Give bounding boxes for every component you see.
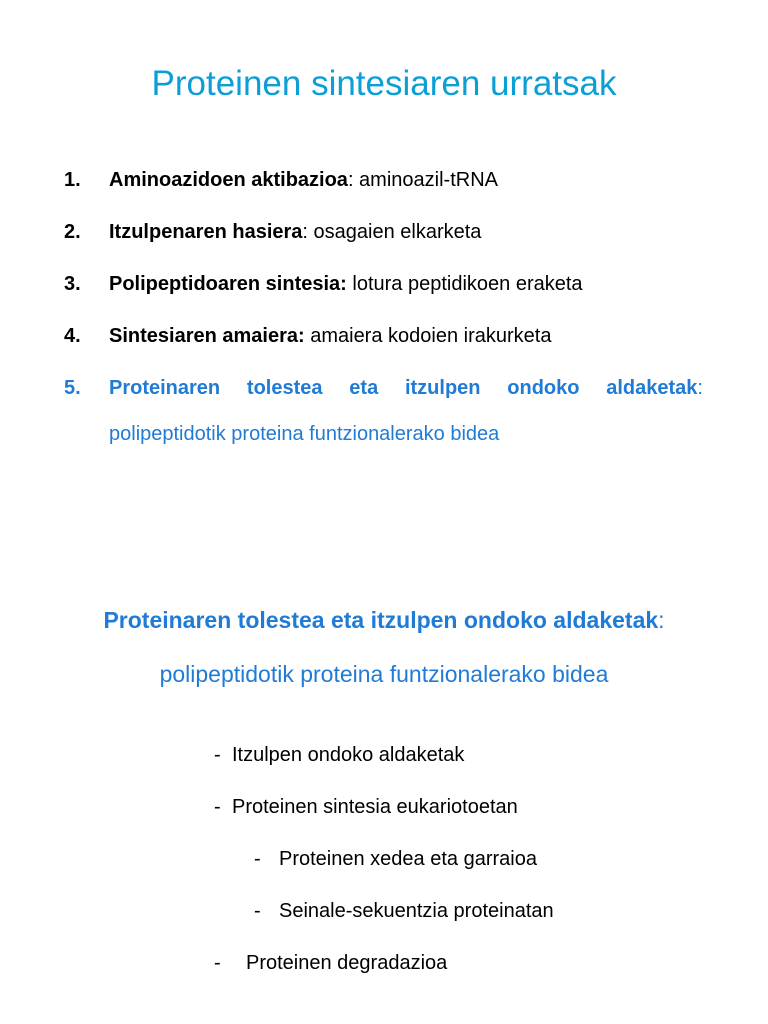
step-label bbox=[109, 373, 703, 403]
dash-bullet: - bbox=[214, 952, 221, 974]
step-label-word: aldaketak bbox=[606, 377, 698, 399]
list-item bbox=[64, 373, 704, 445]
list-item bbox=[214, 948, 554, 1000]
step-label: Polipeptidoaren sintesia: bbox=[109, 273, 347, 295]
dash-bullet: - bbox=[214, 744, 221, 766]
topic-text: Proteinen degradazioa bbox=[246, 952, 448, 974]
step-label-word: ondoko bbox=[507, 377, 580, 399]
list-item bbox=[214, 896, 554, 948]
list-item bbox=[214, 844, 554, 896]
dash-bullet: - bbox=[214, 796, 221, 818]
steps-list bbox=[64, 165, 704, 445]
step-description: amaiera kodoien irakurketa bbox=[304, 325, 552, 347]
step-label: Itzulpenaren hasiera bbox=[109, 221, 303, 243]
step-description: polipeptidotik proteina funtzionalerako bidea bbox=[109, 423, 500, 445]
step-description: aminoazil-tRNA bbox=[353, 169, 498, 191]
step-number: 5. bbox=[64, 377, 81, 399]
topic-text: Proteinen sintesia eukariotoetan bbox=[232, 796, 518, 818]
step-separator: : bbox=[302, 221, 308, 243]
dash-bullet: - bbox=[254, 848, 261, 870]
list-item bbox=[64, 321, 704, 373]
list-item bbox=[64, 217, 704, 269]
step-separator: : bbox=[347, 169, 354, 191]
dash-bullet: - bbox=[254, 900, 261, 922]
section-subtitle: polipeptidotik proteina funtzionalerako bidea bbox=[159, 661, 609, 687]
page-title: Proteinen sintesiaren urratsak bbox=[151, 64, 617, 103]
step-description: lotura peptidikoen eraketa bbox=[346, 273, 583, 295]
step-label-word: tolestea bbox=[246, 377, 323, 399]
list-item bbox=[64, 165, 704, 217]
step-label-word: Proteinaren bbox=[109, 377, 221, 399]
topic-text: Itzulpen ondoko aldaketak bbox=[232, 744, 465, 766]
step-number: 3. bbox=[64, 273, 81, 295]
step-label: Sintesiaren amaiera: bbox=[109, 325, 305, 347]
section-title: Proteinaren tolestea eta itzulpen ondoko aldaketak: bbox=[103, 607, 665, 633]
topic-text: Proteinen xedea eta garraioa bbox=[279, 848, 537, 870]
step-label-word: itzulpen bbox=[404, 377, 481, 399]
step-label-word: eta bbox=[349, 377, 379, 399]
list-item bbox=[214, 792, 554, 844]
step-label: Aminoazidoen aktibazioa bbox=[109, 169, 348, 191]
list-item bbox=[214, 740, 554, 792]
step-number: 4. bbox=[64, 325, 81, 347]
topic-text: Seinale-sekuentzia proteinatan bbox=[279, 900, 554, 922]
list-item bbox=[64, 269, 704, 321]
step-separator: : bbox=[697, 377, 703, 399]
step-number: 1. bbox=[64, 169, 81, 191]
step-description: osagaien elkarketa bbox=[307, 221, 482, 243]
step-number: 2. bbox=[64, 221, 81, 243]
topic-list bbox=[214, 740, 554, 1000]
